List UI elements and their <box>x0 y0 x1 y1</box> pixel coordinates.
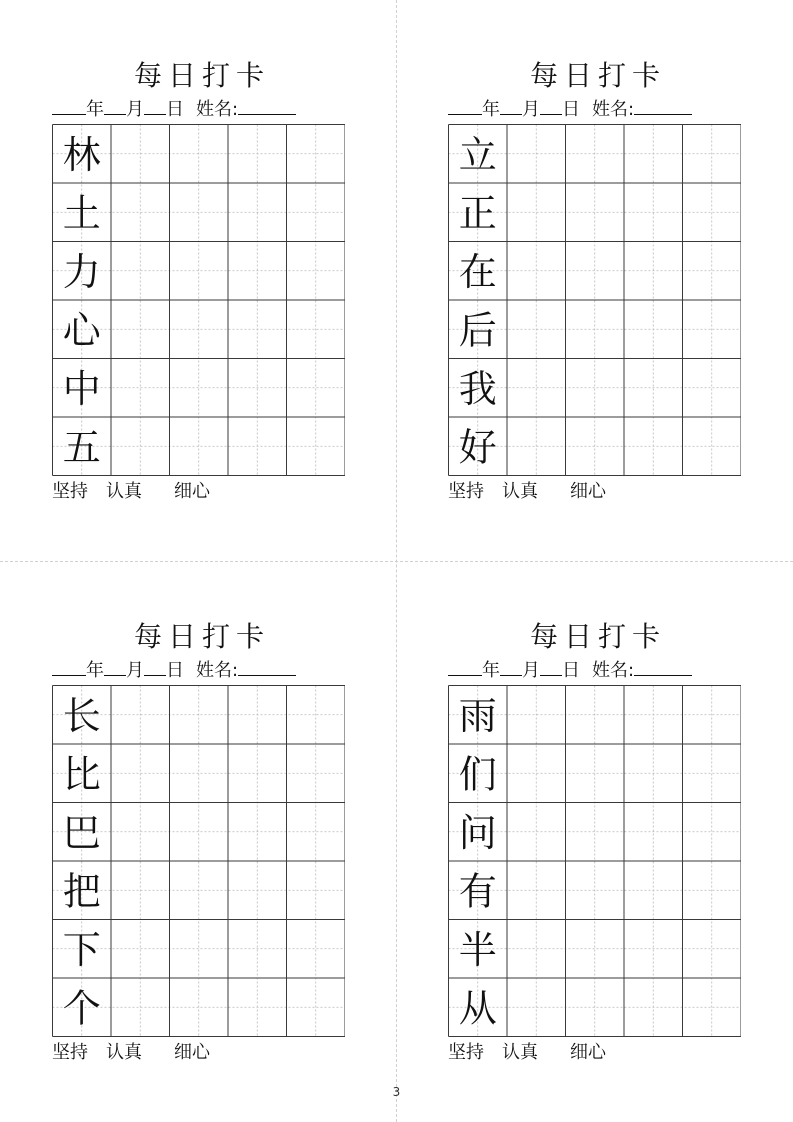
page-number: 3 <box>392 1085 401 1099</box>
model-character: 把 <box>62 869 101 914</box>
card-title: 每日打卡 <box>133 620 270 653</box>
name-label: 姓名: <box>196 660 239 681</box>
name-label: 姓名: <box>592 660 635 681</box>
name-blank[interactable] <box>634 96 692 115</box>
motto-careful: 细心 <box>570 1042 606 1063</box>
motto-earnest: 认真 <box>106 481 142 502</box>
model-character: 后 <box>458 308 497 353</box>
model-character: 好 <box>458 425 497 470</box>
name-label: 姓名: <box>196 99 239 120</box>
day-blank[interactable] <box>540 657 562 676</box>
day-blank[interactable] <box>144 657 166 676</box>
motto-line <box>52 480 352 504</box>
model-character: 从 <box>458 986 497 1031</box>
motto-persist: 坚持 <box>448 1042 484 1063</box>
day-label: 日 <box>562 660 580 681</box>
model-character: 巴 <box>62 810 101 855</box>
year-blank[interactable] <box>448 657 482 676</box>
model-character: 下 <box>62 927 101 972</box>
month-blank[interactable] <box>104 96 126 115</box>
date-name-line <box>448 96 748 120</box>
model-character: 林 <box>62 132 101 177</box>
model-character: 们 <box>458 752 497 797</box>
horizontal-cut-line <box>0 561 793 562</box>
date-name-line <box>52 657 352 681</box>
card-title: 每日打卡 <box>529 59 666 92</box>
model-character: 中 <box>62 366 101 411</box>
card-title: 每日打卡 <box>529 620 666 653</box>
writing-grid <box>52 685 345 1038</box>
motto-earnest: 认真 <box>502 1042 538 1063</box>
motto-careful: 细心 <box>174 481 210 502</box>
motto-earnest: 认真 <box>106 1042 142 1063</box>
year-blank[interactable] <box>448 96 482 115</box>
model-character: 我 <box>458 366 497 411</box>
month-label: 月 <box>522 99 540 120</box>
month-blank[interactable] <box>104 657 126 676</box>
motto-persist: 坚持 <box>52 1042 88 1063</box>
name-label: 姓名: <box>592 99 635 120</box>
model-character: 问 <box>458 810 497 855</box>
model-character: 在 <box>458 249 497 294</box>
writing-grid <box>52 124 345 477</box>
day-label: 日 <box>562 99 580 120</box>
model-character: 比 <box>62 752 101 797</box>
name-blank[interactable] <box>634 657 692 676</box>
year-label: 年 <box>86 660 104 681</box>
year-label: 年 <box>482 99 500 120</box>
day-label: 日 <box>166 99 184 120</box>
motto-persist: 坚持 <box>52 481 88 502</box>
model-character: 有 <box>458 869 497 914</box>
model-character: 长 <box>62 693 101 738</box>
date-name-line <box>448 657 748 681</box>
month-blank[interactable] <box>500 657 522 676</box>
day-blank[interactable] <box>540 96 562 115</box>
writing-grid <box>448 124 741 477</box>
day-blank[interactable] <box>144 96 166 115</box>
month-label: 月 <box>126 99 144 120</box>
day-label: 日 <box>166 660 184 681</box>
writing-grid <box>448 685 741 1038</box>
motto-careful: 细心 <box>174 1042 210 1063</box>
year-blank[interactable] <box>52 657 86 676</box>
year-blank[interactable] <box>52 96 86 115</box>
practice-card-3 <box>52 619 352 1079</box>
motto-earnest: 认真 <box>502 481 538 502</box>
model-character: 立 <box>458 132 497 177</box>
motto-line <box>448 480 748 504</box>
model-character: 土 <box>62 191 101 236</box>
motto-line <box>448 1041 748 1065</box>
month-label: 月 <box>522 660 540 681</box>
practice-card-4 <box>448 619 748 1079</box>
practice-card-1 <box>52 58 352 518</box>
model-character: 半 <box>458 927 497 972</box>
model-character: 正 <box>458 191 497 236</box>
card-title: 每日打卡 <box>133 59 270 92</box>
model-character: 雨 <box>458 693 497 738</box>
model-character: 五 <box>62 425 101 470</box>
month-label: 月 <box>126 660 144 681</box>
practice-card-2 <box>448 58 748 518</box>
year-label: 年 <box>482 660 500 681</box>
year-label: 年 <box>86 99 104 120</box>
name-blank[interactable] <box>238 96 296 115</box>
model-character: 力 <box>62 249 101 294</box>
month-blank[interactable] <box>500 96 522 115</box>
name-blank[interactable] <box>238 657 296 676</box>
date-name-line <box>52 96 352 120</box>
motto-line <box>52 1041 352 1065</box>
model-character: 个 <box>62 986 101 1031</box>
model-character: 心 <box>62 308 101 353</box>
motto-persist: 坚持 <box>448 481 484 502</box>
motto-careful: 细心 <box>570 481 606 502</box>
